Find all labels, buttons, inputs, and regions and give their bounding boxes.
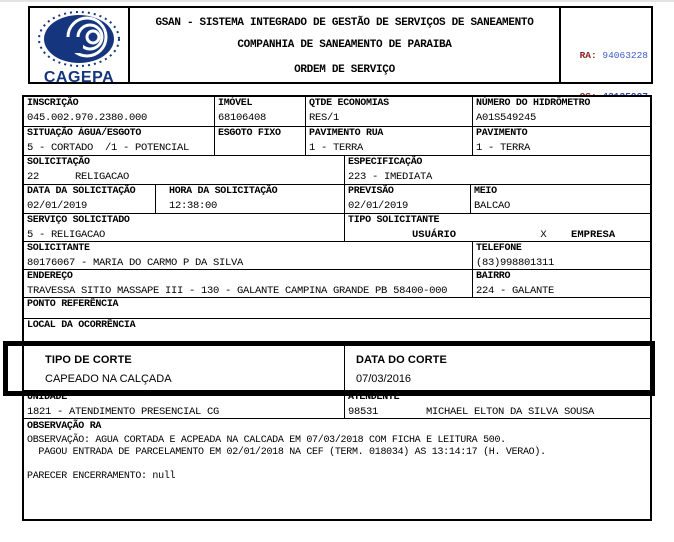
table-row — [24, 126, 650, 155]
field-atendente-value: 98531 MICHAEL ELTON DA SILVA SOUSA — [348, 405, 595, 418]
field-especificacao-label: ESPECIFICAÇÃO — [348, 157, 423, 168]
field-imovel-value: 68106408 — [218, 111, 267, 124]
field-hidrometro-label: NÚMERO DO HIDRÔMETRO — [476, 98, 591, 109]
ra-value: 94063228 — [602, 49, 648, 61]
field-tipo-de-corte-value: CAPEADO NA CALÇADA — [45, 373, 172, 385]
table-row — [24, 418, 650, 519]
field-previsao — [344, 185, 470, 213]
field-unidade-label: UNIDADE — [27, 392, 67, 403]
field-data-solicitacao-value: 02/01/2019 — [27, 199, 88, 212]
field-telefone-value: (83)998801311 — [476, 256, 555, 269]
field-data-do-corte-value: 07/03/2016 — [356, 373, 412, 385]
field-data-do-corte-label: DATA DO CORTE — [356, 354, 447, 366]
field-data-solicitacao — [24, 185, 155, 213]
field-local-ocorrencia-label: LOCAL DA OCORRÊNCIA — [27, 320, 136, 331]
system-title: GSAN - SISTEMA INTEGRADO DE GESTÃO DE SERVIÇOS DE SANEAMENTO — [155, 17, 534, 29]
field-especificacao-value: 223 - IMEDIATA — [348, 170, 433, 183]
field-pavimento-rua-value: 1 - TERRA — [309, 141, 364, 154]
field-imovel-label: IMÓVEL — [218, 98, 253, 109]
field-unidade-value: 1821 - ATENDIMENTO PRESENCIAL CG — [27, 405, 220, 418]
field-telefone — [472, 242, 650, 269]
field-data-solicitacao-label: DATA DA SOLICITAÇÃO — [27, 186, 136, 197]
field-endereco-label: ENDEREÇO — [27, 271, 73, 282]
tipo-solicitante-options — [348, 229, 650, 241]
field-telefone-label: TELEFONE — [476, 243, 522, 254]
field-solicitacao — [24, 156, 344, 184]
table-row — [24, 241, 650, 269]
field-hidrometro-value: A01S549245 — [476, 111, 537, 124]
field-inscricao-value: 045.002.970.2380.000 — [27, 111, 148, 124]
header — [28, 6, 653, 84]
usuario-option: USUÁRIO — [412, 228, 457, 241]
field-inscricao — [24, 97, 214, 126]
header-ids — [559, 8, 651, 82]
observacao-line: PAGOU ENTRADA DE PARCELAMENTO EM 02/01/2018 NA CEF (TERM. 018034) AS 13:14:17 (H. VERAO). — [27, 447, 546, 459]
field-imovel — [214, 97, 305, 126]
field-tipo-solicitante-label: TIPO SOLICITANTE — [348, 215, 440, 226]
field-esgoto-fixo-label: ESGOTO FIXO — [218, 128, 281, 139]
empresa-option: EMPRESA — [571, 228, 616, 241]
field-pavimento — [472, 127, 650, 155]
observacao-line: OBSERVAÇÃO: AGUA CORTADA E ACPEADA NA CALCADA EM 07/03/2018 COM FICHA E LEITURA 500. — [27, 435, 506, 446]
field-situacao-label: SITUAÇÃO ÁGUA/ESGOTO — [27, 128, 142, 139]
parecer-encerramento: PARECER ENCERRAMENTO: null — [27, 471, 176, 483]
field-meio-label: MEIO — [474, 186, 497, 197]
table-row — [24, 155, 650, 184]
field-pavimento-rua — [305, 127, 472, 155]
field-esgoto-fixo — [214, 127, 305, 155]
table-row — [24, 297, 650, 318]
field-tipo-solicitante — [344, 214, 650, 241]
field-especificacao — [344, 156, 650, 184]
field-atendente-label: ATENDENTE — [348, 392, 400, 403]
field-qtde-economias-label: QTDE ECONOMIAS — [309, 98, 389, 109]
field-servico-solicitado-label: SERVIÇO SOLICITADO — [27, 215, 130, 226]
field-servico-solicitado — [24, 214, 344, 241]
field-solicitacao-label: SOLICITAÇÃO — [27, 157, 90, 168]
field-situacao-value: 5 - CORTADO /1 - POTENCIAL — [27, 141, 190, 154]
field-situacao — [24, 127, 214, 155]
ra-line — [561, 49, 648, 63]
field-meio-value: BALCAO — [474, 199, 511, 212]
field-hora-solicitacao-value: 12:38:00 — [169, 199, 218, 212]
field-ponto-referencia — [24, 298, 650, 318]
field-bairro-value: 224 - GALANTE — [476, 284, 555, 297]
table-row — [24, 184, 650, 213]
field-solicitante — [24, 242, 472, 269]
field-hora-solicitacao — [155, 185, 344, 213]
field-pavimento-value: 1 - TERRA — [476, 141, 531, 154]
table-row — [24, 97, 650, 126]
cagepa-wave-icon — [35, 11, 123, 72]
field-solicitante-value: 80176067 - MARIA DO CARMO P DA SILVA — [27, 256, 244, 269]
empresa-check-mark: X — [540, 228, 547, 241]
table-row — [24, 213, 650, 241]
page-edge — [0, 0, 674, 2]
field-pavimento-rua-label: PAVIMENTO RUA — [309, 128, 384, 139]
field-bairro — [472, 270, 650, 297]
cagepa-logo-text: CAGEPA — [43, 69, 115, 86]
company-name: COMPANHIA DE SANEAMENTO DE PARAIBA — [237, 39, 452, 51]
field-qtde-economias-value: RES/1 — [309, 111, 340, 124]
field-previsao-value: 02/01/2019 — [348, 199, 409, 212]
field-hidrometro — [472, 97, 650, 126]
field-solicitacao-value: 22 RELIGACAO — [27, 170, 130, 183]
field-ponto-referencia-label: PONTO REFERÊNCIA — [27, 299, 119, 310]
cagepa-logo — [30, 8, 130, 86]
annotation-highlight-box — [3, 341, 655, 396]
field-inscricao-label: INSCRIÇÃO — [27, 98, 79, 109]
field-meio — [470, 185, 650, 213]
field-hora-solicitacao-label: HORA DA SOLICITAÇÃO — [169, 186, 278, 197]
field-endereco-value: TRAVESSA SITIO MASSAPE III - 130 - GALANTE CAMPINA GRANDE PB 58400-000 — [27, 284, 448, 297]
field-pavimento-label: PAVIMENTO — [476, 128, 528, 139]
field-local-ocorrencia — [24, 319, 650, 343]
field-endereco — [24, 270, 472, 297]
order-table — [22, 95, 652, 521]
field-solicitante-label: SOLICITANTE — [27, 243, 90, 254]
table-row — [24, 318, 650, 343]
field-qtde-economias — [305, 97, 472, 126]
header-titles — [130, 8, 559, 82]
document-title: ORDEM DE SERVIÇO — [294, 64, 395, 76]
field-servico-solicitado-value: 5 - RELIGACAO — [27, 228, 106, 241]
field-observacao-ra-label: OBSERVAÇÃO RA — [27, 421, 102, 432]
field-observacao-ra — [24, 419, 650, 519]
ra-label: RA: — [579, 49, 603, 61]
field-tipo-de-corte-label: TIPO DE CORTE — [45, 354, 132, 366]
field-previsao-label: PREVISÃO — [348, 186, 394, 197]
field-bairro-label: BAIRRO — [476, 271, 511, 282]
table-row — [24, 269, 650, 297]
